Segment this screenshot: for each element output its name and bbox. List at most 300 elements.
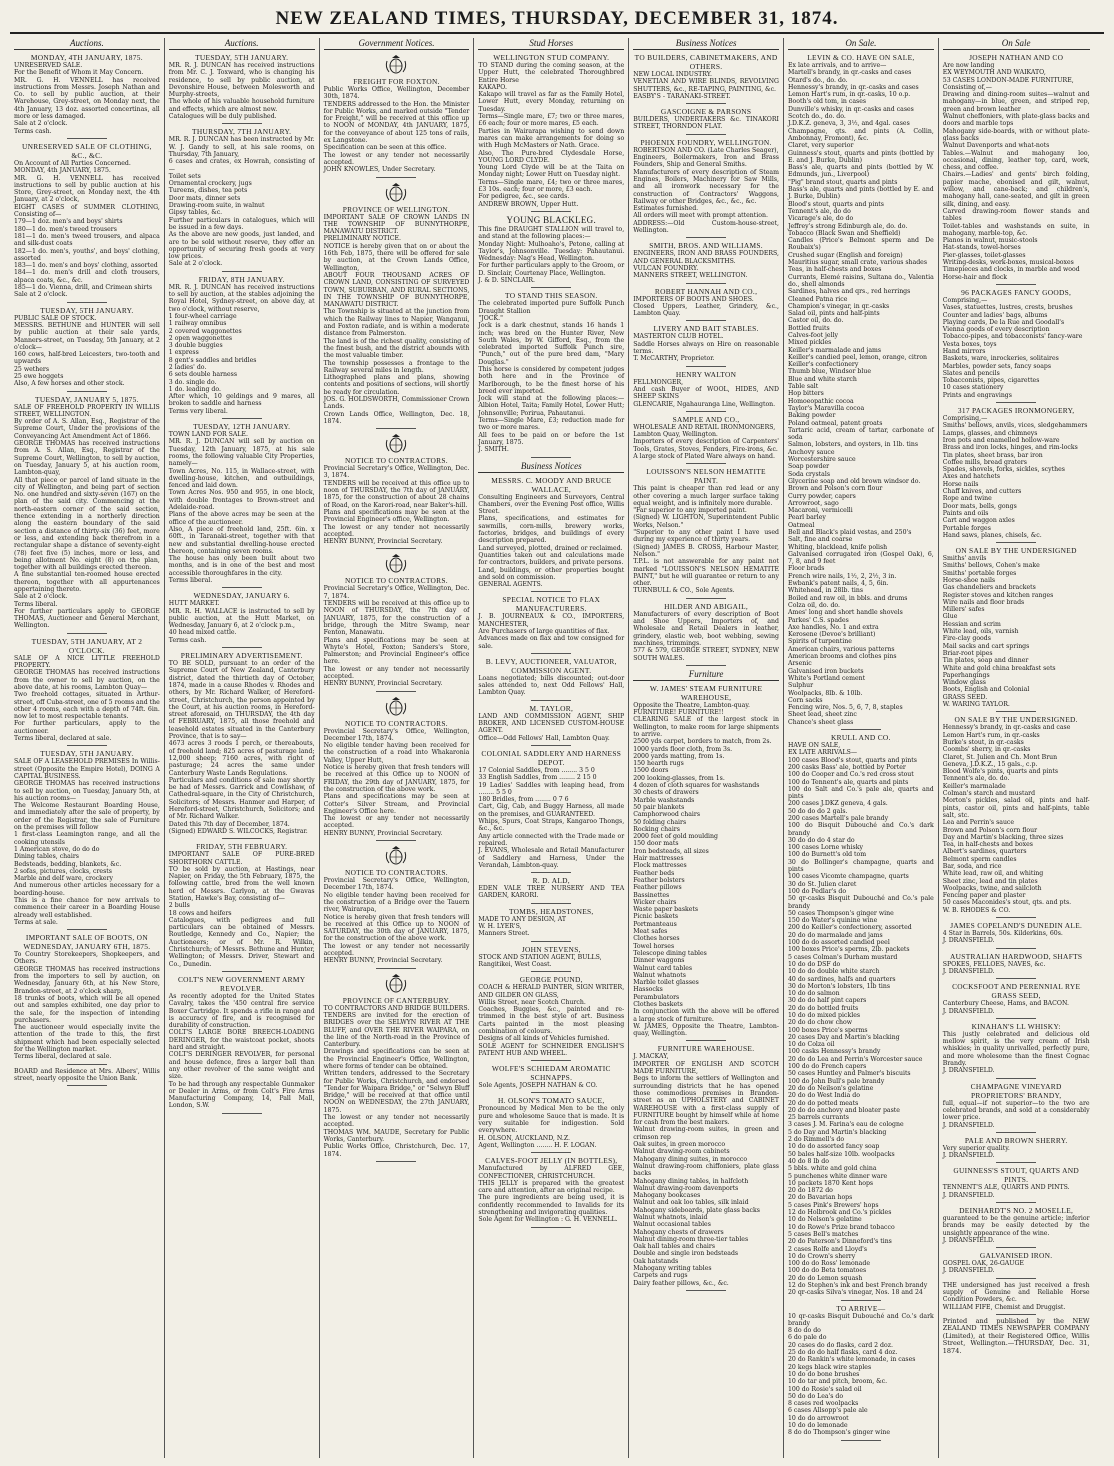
- ad-line: 20 do do Lemon squash: [787, 1274, 863, 1282]
- ad-line: Sale at 2 o'clock.: [168, 260, 223, 268]
- ad-line: Horse nails: [942, 480, 979, 488]
- ad-line: Walnut card tables: [633, 964, 693, 972]
- ad-line: Fire-clay goods: [942, 635, 991, 643]
- ad-line: ABOUT FOUR THOUSAND ACRES OF CROWN LAND, CONSISTING OF SURVEYED TOWN, SUBURBAN, AND RURAL SECTIONS, IN THE TOWNSHIP OF BUNNYTHORPE, MANAWATU DISTRICT.: [323, 271, 470, 309]
- ad-line: White lead, oils, varnish: [942, 628, 1019, 636]
- ad-line: Land, buildings, or other properties bought and sold on commission.: [478, 566, 625, 581]
- ad-line: Hennessy's brandy, in qr.-casks and case: [942, 724, 1071, 732]
- ad-line: Keiller's candied peel, lemon, orange, citron: [787, 353, 928, 361]
- ad-line: Blue and white starch: [787, 375, 857, 383]
- ad-line: Briar-root pipes: [942, 649, 993, 657]
- ad-line: Bass's ale, quarts and pints (bottled by W. Edmunds, jun., Liverpool): [787, 164, 934, 179]
- newspaper-column: [629, 38, 784, 1458]
- ad-line: Oak suites, in green morocco: [633, 1141, 726, 1149]
- ad-line: 1000 yards floor cloth, from 3s.: [633, 745, 733, 753]
- ad-line: EX LATE ARRIVALS—: [787, 749, 858, 757]
- ad-line: The celebrated imported pure Suffolk Punch Draught Stallion: [478, 300, 625, 315]
- ad-line: 10 do Nelson's gelatine: [787, 1216, 862, 1224]
- ad-line: Pianos in walnut, music-stools: [942, 237, 1038, 245]
- ad-line: Meat safes: [633, 928, 668, 936]
- ad-line: J. DRANSFIELD.: [942, 1191, 995, 1199]
- ad-heading: TO ARRIVE—: [836, 1303, 886, 1313]
- ad-line: Iron bedsteads, all sizes: [633, 847, 709, 855]
- advertisement: [169, 53, 315, 124]
- ad-line: Claret, very superior: [787, 142, 854, 150]
- ad-line: MR. R. J. DUNCAN will sell by auction on Tuesday, 12th January, 1875, at his sale rooms, the following valuable City Properties, namely—: [168, 438, 315, 468]
- ad-line: 8 gent's saddles and bridles: [168, 356, 257, 364]
- ad-line: 100 cases Vicomte champagne, quarts: [787, 873, 909, 881]
- ad-line: 1 express: [168, 349, 199, 357]
- ad-line: Carved drawing-room flower stands and tables: [942, 207, 1090, 223]
- ad-line: 200 do Keiller's confectionery, assorted: [787, 924, 912, 932]
- ad-heading: LOUISSON'S NELSON HEMATITE PAINT.: [646, 467, 766, 486]
- ad-line: Paints and oils: [942, 509, 989, 517]
- ad-line: No eligible tender having been received for the construction of a Bridge over the Tauern river, Wairarapa,: [323, 891, 470, 914]
- ad-line: Calves-foot jelly: [787, 331, 839, 339]
- ad-line: Boots, English and Colonial: [942, 686, 1030, 694]
- ad-line: 100 do do French capers: [787, 1063, 867, 1071]
- ad-line: 25 barrels currants: [787, 1114, 849, 1122]
- royal-crest-icon: [383, 695, 409, 717]
- ad-line: Pronounced by Medical Men to be the only pure and wholesome Sauce that is made. It is very suitable for indigestion. Sold everywhere.: [478, 1105, 625, 1135]
- advertisement: [943, 288, 1090, 403]
- ad-line: Any article connected with the Trade made or repaired.: [478, 832, 625, 847]
- ad-line: Fencing paper and plaster: [942, 892, 1026, 900]
- ad-line: Guinness's stout, quarts and pints (bottled by E. and J. Burke, Dublin): [787, 149, 934, 164]
- ad-line: 12 do Stephen's ink and best French brandy: [787, 1281, 928, 1289]
- ad-heading: FREIGHT FOR FOXTON.: [353, 77, 440, 86]
- ad-line: J. DRANSFIELD.: [942, 937, 995, 945]
- ad-line: This fine DRAUGHT STALLION will travel to, and stand at the following places:—: [478, 225, 625, 241]
- column-heading: Business Notices: [633, 38, 779, 50]
- ad-divider: [531, 653, 571, 654]
- ad-divider: [531, 700, 571, 701]
- ad-line: Advances made on flax and tow consigned for sale.: [478, 635, 625, 650]
- ad-line: Tennent's ale, do do: [787, 207, 851, 215]
- ad-line: Fencing wire, Nos. 5, 6, 7, 8, staples: [787, 704, 903, 712]
- ad-line: 185—1 do. Vienna, drill, and Crimean shirts: [14, 284, 152, 292]
- ad-line: Mahogany side-boards, with or without plate-glass backs: [942, 127, 1090, 142]
- ad-line: 6 do pale do: [787, 1334, 827, 1342]
- ad-line: Marble washstands: [633, 796, 695, 804]
- ad-line: J. SMITH.: [478, 446, 509, 454]
- ad-divider: [531, 971, 571, 972]
- ad-line: Manners Street.: [478, 930, 530, 938]
- advertisement: [324, 552, 470, 691]
- ad-heading: SAMPLE AND CO.,: [672, 414, 740, 424]
- ad-heading: FURNITURE WAREHOUSE.: [657, 1044, 755, 1054]
- ad-line: Coaches, Buggies, &c., painted and re-trimmed in the best style of art. Business Carts painted in the most pleasing combination of colours.: [478, 1006, 625, 1035]
- ad-line: Axes and hatchets: [942, 473, 1001, 481]
- ad-heading: TUESDAY, 5TH JANUARY.: [195, 53, 289, 62]
- advertisement: [478, 1096, 624, 1153]
- advertisement: [324, 972, 470, 1162]
- ad-line: TO CONTRACTORS AND BRIDGE BUILDERS.: [323, 1004, 470, 1012]
- ad-line: 1 railway omnibus: [168, 320, 227, 328]
- ad-heading: ON SALE BY THE UNDERSIGNED: [955, 546, 1077, 556]
- ad-line: Dining tables, chairs: [14, 853, 79, 861]
- ad-line: 4 Star in Barrels, 50s. Kilderkins, 60s.: [942, 930, 1063, 938]
- ad-line: Mahogany bookcases: [633, 1192, 701, 1200]
- advertisement: [324, 53, 470, 178]
- ad-line: VULCAN FOUNDRY.: [633, 264, 699, 272]
- ad-line: Walnut whatnots, inlaid: [633, 1214, 708, 1221]
- ad-line: As the above are new goods, just landed, and are to be sold without reserve, they offer an opportunity of securing fresh goods at very low prices.: [168, 231, 315, 261]
- ad-line: A large stock of Plated Ware always on hand.: [633, 452, 775, 460]
- ad-line: Tin plates, sheet brass, bar iron: [942, 451, 1043, 459]
- ad-line: LAND AND COMMISSION AGENT, SHIP BROKER, AND LICENSED CUSTOM-HOUSE AGENT.: [478, 712, 625, 735]
- ad-line: Terms cash.: [168, 636, 207, 644]
- ad-line: TO be sold by auction, at Hastings, near Napier, on Friday, the 5th February, 1875, the following cattle, bred from the well known herd of Messrs. Carlyon, at the Gwavas Station, Hawke's Bay, consisting of—: [168, 865, 315, 902]
- ad-line: Plans and specifications may be seen at Cotter's Silver Stream, and Provincial Engineer's Office here.: [323, 793, 470, 815]
- ad-line: Walnut drawing-room davenports: [633, 1184, 739, 1192]
- ad-line: 100 do do Beta tomatoes: [787, 1267, 867, 1275]
- advertisement: [633, 241, 779, 283]
- ad-line: 25 wethers: [14, 365, 50, 373]
- ad-line: "Far superior to any imported paint.: [633, 507, 747, 515]
- ad-line: J. DRANSFIELD.: [942, 1152, 995, 1160]
- ad-line: Cart and waggon axles: [942, 517, 1015, 525]
- ad-divider: [222, 838, 262, 839]
- ad-line: Terms cash.: [14, 127, 52, 135]
- ad-line: Chance's sheet glass: [787, 718, 854, 726]
- ad-line: Horse-hair and flock: [942, 273, 1008, 281]
- ad-line: Smiths' anvils: [942, 555, 987, 563]
- ad-line: KAKAPO.: [478, 83, 507, 91]
- ad-divider: [67, 302, 107, 303]
- ad-heading: YOUNG BLACKLEG.: [506, 214, 597, 225]
- ad-line: Lemon Hart's rum, in qr.-casks: [942, 731, 1040, 739]
- ad-heading: LEVIN & CO. HAVE ON SALE,: [807, 53, 915, 62]
- ad-line: Flock mattresses: [633, 862, 687, 870]
- ad-line: 179—1 doz. men's and boys' shirts: [14, 218, 123, 226]
- ad-divider: [531, 1227, 571, 1228]
- ad-line: 5 cases Colman's Durham mustard: [787, 953, 898, 961]
- ad-line: HENRY BUNNY, Provincial Secretary.: [323, 829, 443, 837]
- ad-line: Tin plates, soap and dinner: [942, 657, 1029, 665]
- ad-line: Corn sacks: [787, 696, 823, 704]
- ad-divider: [996, 1078, 1036, 1079]
- ad-line: 150 hearth rugs: [633, 760, 684, 768]
- ad-line: Baskets, ware, inrockeries, solitaires: [942, 355, 1059, 363]
- ad-divider: [67, 391, 107, 392]
- ad-line: J. DRANSFIELD.: [942, 1236, 995, 1244]
- ad-line: The lowest or any tender not necessarily accepted.: [323, 815, 470, 830]
- advertisement: [788, 1304, 934, 1441]
- ad-line: Sale at 2 o'clock.: [14, 593, 68, 601]
- ad-line: Boiled and raw oil, in bbls. and drums: [787, 594, 908, 602]
- ad-heading: R. D. ALD,: [532, 876, 570, 886]
- advertisement: [169, 591, 315, 648]
- ad-line: (Signed) W. LIGHTON, Superintendent Public Works, Nelson.": [633, 514, 779, 529]
- ad-line: Day and Martin's blacking, three sizes: [942, 833, 1064, 841]
- ad-line: Window glass: [942, 679, 986, 687]
- ad-line: 30 do Bollinger's champagne, quarts and pints: [787, 858, 934, 874]
- ad-line: Claret, St. Julien and Ch. Mont Brun: [942, 753, 1058, 761]
- ad-heading: M. TAYLOR,: [529, 703, 574, 713]
- ad-line: HENRY BUNNY, Provincial Secretary.: [323, 680, 443, 688]
- ad-line: T.P.L. is not answerable for any paint not marked "LOUISSON'S NELSON HEMATITE PAINT," but he will guarantee or return to any other.: [633, 558, 779, 588]
- ad-line: Also, A piece of freehold land, 25ft. 6in. x 60ft., in Taranaki-street, together with that new and substantial dwelling-house erected thereon, containing seven rooms.: [168, 525, 315, 555]
- ad-line: Terms—Single mare, £4; two or three mares, £3 10s. each; four or more, £3 each.: [478, 178, 625, 194]
- ad-line: Hand saws, planes, chisels, &c.: [942, 531, 1042, 539]
- ad-line: 1 four-wheel carriage: [168, 312, 237, 320]
- ad-line: 182—1 do. men's, youths', and boys' clothing, assorted: [14, 247, 160, 262]
- ad-line: Town Acres Nos. 950 and 955, in one block, with double frontages to Brown-street and Adelaide-road.: [168, 489, 315, 512]
- ad-line: BUILDERS, UNDERTAKERS &c. TINAKORI STREET, THORNDON FLAT.: [633, 116, 779, 131]
- ad-line: BOARD and Residence at Mrs. Albers', Willis street, nearly opposite the Union Bank.: [14, 1067, 160, 1082]
- ad-line: 10 do do double white starch: [787, 968, 880, 976]
- ad-line: 50 cases Huntley and Palmer's biscuits: [787, 1070, 911, 1078]
- ad-line: 10 do tar and pitch, broom, &c.: [787, 1378, 888, 1386]
- ad-line: Smiths' bellows, Cohen's make: [942, 562, 1040, 570]
- advertisement: [478, 1064, 624, 1093]
- ad-heading: 96 PACKAGES FANCY GOODS,: [961, 287, 1072, 297]
- ad-line: VENETIAN AND WIRE BLINDS, REVOLVING SHUTTERS, &c., RE-TAPING, PAINTING, &c.: [633, 78, 779, 93]
- ad-line: W. B. RHODES & CO.: [942, 906, 1011, 914]
- ad-line: 3 double buggies: [168, 342, 223, 350]
- ad-line: EX WEYMOUTH AND WAIKATO,: [942, 69, 1046, 77]
- ad-line: W. H. LYER'S,: [478, 923, 522, 931]
- ad-line: Catalogues, with pedigrees and full particulars can be obtained of Messrs. Routledge, Kennedy and Co., Napier; the Auctioneers; or of Mr. R. Wilkin, Christchurch; of Messrs. Bethune and Hunter, Wellington; of Messrs. Driver, Stewart and Co., Dunedin.: [168, 916, 315, 968]
- ad-line: Vicarage's ale, do do: [787, 215, 854, 223]
- ad-line: Hennessy's brandy, in qr.-casks and cases: [787, 83, 919, 91]
- ad-line: Walnut drawing-room chiffoniers, plate glass backs: [633, 1162, 779, 1178]
- ad-line: 17 Colonial Saddles, from ........ 3 5 0: [478, 766, 595, 774]
- ad-line: THE undersigned has just received a fresh supply of Genuine and Reliable Horse Condition Powders, &c.: [942, 1281, 1090, 1304]
- ad-line: 4673 acres 3 roods 1 perch, or thereabouts, of freehold land; 825 acres of pasturage land; 12,000 sheep; 7160 acres, with right of pasturage; 24 acres the same under Canterbury Waste Lands Regulations.: [168, 740, 315, 777]
- ad-line: Brass and iron locks, hinges, and rim-locks: [942, 444, 1078, 452]
- ad-heading: NOTICE TO CONTRACTORS.: [345, 718, 448, 728]
- ad-line: Hat-stands, towel-horses: [942, 244, 1021, 252]
- ad-line: Lambton Quay, Wellington.: [633, 431, 718, 439]
- ad-line: Axe handles, No. 1 and extra: [787, 623, 879, 631]
- ad-line: Whiting, blacklead, knife polish: [787, 543, 888, 551]
- ad-line: Salmon, lobsters, and oysters, in 1lb. tins: [787, 441, 919, 449]
- ad-line: Tobacco (Black Swan and Sheffield): [787, 229, 901, 237]
- ad-line: Tennent's ale, do. do.: [942, 775, 1010, 783]
- ad-line: Hair mattresses: [633, 855, 684, 863]
- ad-line: 1 first-class Leamington range, and all the cooking utensils: [14, 831, 160, 846]
- advertisement: [633, 684, 779, 1042]
- ad-divider: [531, 1152, 571, 1153]
- ad-line: 5 bbls. white and gold china: [787, 1165, 877, 1173]
- ad-line: Catalogues will be duly published.: [168, 113, 277, 121]
- ad-divider: [531, 591, 571, 592]
- ad-divider: [376, 428, 416, 429]
- ad-line: Portmanteaus: [633, 920, 677, 928]
- ad-line: Are Purchasers of large quantities of flax.: [478, 628, 610, 635]
- ad-line: This is a fine chance for new arrivals to commence their career in a Boarding House already well established.: [14, 896, 160, 919]
- ad-line: Drawing and dining-room suites—walnut and mahogany—in blue, green, and striped rep, green and brown leather: [942, 91, 1090, 113]
- advertisement: [943, 53, 1090, 285]
- ad-line: Tables.—Walnut and mahogany loo, occasional, dining, leather top, card, work, chess, and coffee.: [942, 149, 1090, 172]
- ad-line: 100 do Cooper and Co.'s red cross stout: [787, 771, 914, 779]
- printer-imprint: Printed and published by the NEW ZEALAND TIMES NEWSPAPER COMPANY (Limited), at their Registered Office, Willis Street, Wellington.—THURSDAY, Dec. 31, 1874.: [942, 1316, 1090, 1355]
- ad-line: Soap powder: [787, 463, 830, 471]
- ad-line: 10 cases stationery: [942, 384, 1004, 392]
- ad-heading: MONDAY, 4TH JANUARY, 1875.: [30, 53, 143, 62]
- ad-line: Keiller's marmalade and jams: [787, 346, 882, 354]
- ad-heading: WELLINGTON STUD COMPANY.: [493, 53, 610, 62]
- ad-line: J. DRANSFIELD.: [942, 1007, 995, 1015]
- ad-line: Plans and specifications may be seen at Whyte's Hotel, Foxton; Sanders's Store, Palmerston; and Provincial Engineer's office here.: [323, 636, 470, 666]
- ad-divider: [686, 283, 726, 284]
- ad-divider: [67, 929, 107, 930]
- ad-line: 40 do 8 lb do: [787, 1157, 829, 1165]
- ad-line: 150 do Water's quinine wine: [787, 917, 878, 925]
- ad-line: Feather bolsters: [633, 876, 685, 884]
- ad-heading: GUINNESS'S STOUT, QUARTS AND PINTS.: [953, 1166, 1079, 1185]
- ad-divider: [996, 917, 1036, 918]
- ad-line: Mahogany sideboards, plate glass backs: [633, 1206, 760, 1214]
- ad-line: 100 do Rosie's salad oil: [787, 1385, 862, 1393]
- ad-line: Rocking chairs: [633, 825, 680, 833]
- ad-heading: IMPORTANT SALE OF BOOTS, ON WEDNESDAY, JANUARY 6TH, 1875.: [23, 933, 151, 952]
- ad-line: EDEN VALE TREE NURSERY AND TEA GARDEN, KARORI.: [478, 885, 625, 900]
- ad-line: Anchovy sauce: [787, 448, 835, 456]
- ad-line: 20 do do chow chow: [787, 1019, 853, 1027]
- ad-line: GENERAL AGENTS.: [478, 581, 543, 589]
- ad-line: Towel horses: [633, 942, 675, 950]
- ad-line: Monday Night: Mulhoaho's, Petone, calling at Taylor's, Johnsonville. Tuesday: Pahautanui. Wednesday: Nag's Head, Wellington.: [478, 240, 625, 263]
- ad-line: Sheet lead, sheet zinc: [787, 711, 857, 719]
- ad-heading: NOTICE TO CONTRACTORS.: [345, 456, 448, 466]
- ad-line: 2 cases Rolfe and Lloyd's: [787, 1245, 868, 1253]
- ad-line: Glycerine soap and old brown windsor do.: [787, 477, 921, 485]
- ad-line: Gas chandeliers and brackets: [942, 584, 1036, 592]
- ad-line: 10 do do bone brushes: [787, 1370, 860, 1378]
- ad-line: For further particulars, apply to the auctioneer.: [14, 720, 160, 735]
- ad-line: Hop bitters: [787, 390, 824, 398]
- ad-heading: AUSTRALIAN HARDWOOD, SHAFTS: [950, 951, 1083, 961]
- ad-line: SALE OF FREEHOLD PROPERTY IN WILLIS STREET, WELLINGTON.: [14, 403, 160, 418]
- ad-line: Walnut drawing-room cabinets: [633, 1148, 730, 1156]
- ad-divider: [376, 548, 416, 549]
- ad-line: Public Works Office, Wellington, December 30th, 1874.: [323, 86, 470, 101]
- ad-line: Morton's pickles, salad oil, pints and half-pints, castor oil, pints and half-pints, table salt, stc.: [942, 797, 1090, 819]
- columns: [10, 38, 1104, 1458]
- ad-line: Toilet sets: [168, 172, 201, 180]
- ad-line: Also, The Pure-bred Clydesdale Horse, YOUNG LORD CLYDE.: [478, 149, 625, 164]
- advertisement: [943, 1022, 1090, 1079]
- ad-line: HAVE ON SALE,: [787, 742, 841, 750]
- ad-line: Tobacconists, pipes, cigarettes: [942, 377, 1040, 385]
- column-heading: Government Notices.: [324, 38, 470, 50]
- ad-line: The pure ingredients are being used, it is confidently recommended to Invalids for its strengthening and invigorating qualities.: [478, 1194, 625, 1217]
- ad-line: The auctioneer would especially invite the attention of the trade to this, the first shipment which had been especially selected for the Wellington market.: [14, 1024, 160, 1054]
- advertisement: [169, 422, 315, 588]
- ad-line: Door mats, dinner sets: [168, 194, 241, 202]
- ad-line: Wire nails and floor brads: [942, 598, 1025, 606]
- ad-line: Scotch do., do. do.: [787, 113, 846, 121]
- ad-line: 10 do do DSF do: [787, 960, 841, 968]
- ad-line: 20 do Rankin's white lemonade, in cases: [787, 1356, 916, 1364]
- ad-line: Baking powder: [787, 412, 836, 420]
- newspaper-column: [320, 38, 475, 1458]
- ad-line: Importers of every description of Carpenters' Tools, Grates, Stoves, Fenders, Fire-irons, &c.: [633, 438, 779, 453]
- ad-line: Curry powder, capers: [787, 492, 856, 500]
- ad-line: White lead, raw oil, and whiting: [942, 870, 1044, 878]
- newspaper-column: [474, 38, 629, 1458]
- ad-line: IMPORTERS OF BOOTS AND SHOES.: [633, 295, 754, 303]
- ad-heading: HILDER AND ABIGAIL,: [664, 601, 749, 611]
- ad-divider: [531, 1060, 571, 1061]
- ad-divider: [222, 123, 262, 124]
- advertisement: [633, 370, 779, 412]
- ad-divider: [996, 1247, 1036, 1248]
- ad-line: Are now landing: [942, 62, 995, 69]
- ad-line: Oak hatstands: [633, 1257, 679, 1265]
- ad-heading: HENRY WALTON: [675, 369, 737, 379]
- ad-line: 2 bulls: [168, 902, 190, 910]
- advertisement: [169, 975, 315, 1114]
- ad-line: Sheet zinc, lead and tin plates: [942, 877, 1038, 885]
- ad-divider: [996, 948, 1036, 949]
- ad-line: For further particulars apply to GEORGE THOMAS, Auctioneer and General Merchant, Wellington.: [14, 607, 160, 630]
- ad-line: Public Works Office, Christchurch, Dec. 17, 1874.: [323, 1143, 470, 1158]
- ad-line: 50 do do do 2 gals.: [787, 807, 848, 815]
- ad-line: COLT'S LARGE BORE BREECH-LOADING DERINGER, for the waistcoat pocket, shoots hard and straight.: [168, 1029, 315, 1052]
- ad-line: Plans of the above acres may be seen at the office of the auctioneer.: [168, 511, 315, 526]
- ad-divider: [222, 587, 262, 588]
- royal-crest-icon: [383, 432, 409, 454]
- advertisement: [324, 844, 470, 969]
- ad-line: Walnut dining-room three-tier tables: [633, 1235, 749, 1243]
- advertisement: [943, 1282, 1090, 1315]
- advertisement: [478, 657, 624, 701]
- ad-line: Whitehead, in 28lb. tins: [787, 587, 863, 595]
- advertisement: [943, 1136, 1090, 1164]
- ad-divider: [531, 1092, 571, 1093]
- ad-line: PRELIMINARY NOTICE.: [323, 235, 401, 243]
- ad-line: 1 do. leading do.: [168, 385, 221, 393]
- ad-line: 10 do do mixed pickles: [787, 1012, 861, 1019]
- ad-line: Taylor's Maravilla cocoa: [787, 404, 865, 412]
- advertisement: [14, 395, 160, 634]
- ad-divider: [222, 271, 262, 272]
- ad-line: Consisting of,—: [942, 83, 992, 91]
- ad-line: Opposite the Theatre, Lambton-quay.: [633, 701, 750, 709]
- ad-divider: [531, 287, 571, 288]
- advertisement: [943, 1082, 1090, 1133]
- ad-line: COACH & HERALD PAINTER, SIGN WRITER, AND GILDER ON GLASS,: [478, 984, 625, 999]
- ad-divider: [996, 1314, 1036, 1315]
- advertisement: [478, 1156, 624, 1227]
- ad-line: Crown Lands Office, Wellington, Dec. 18, 1874.: [323, 410, 470, 425]
- ad-line: The lowest or any tender not necessarily accepted.: [323, 942, 470, 958]
- ad-line: ROBERTSON AND CO. (Late Charles Seager),: [633, 146, 779, 154]
- ad-line: HENRY BUNNY, Provincial Secretary.: [323, 957, 443, 965]
- ad-line: SALE OF A NICE LITTLE FREEHOLD PROPERTY.: [14, 654, 160, 670]
- ad-heading: THURSDAY, 7TH JANUARY.: [192, 127, 292, 137]
- ad-line: 100 do do Ross' lemonade: [787, 1260, 870, 1268]
- ad-line: PUBLIC SALE OF STOCK.: [14, 314, 97, 322]
- ad-line: Woolpacks, twine, and sailcloth: [942, 884, 1042, 892]
- ad-line: Comprising,—: [942, 296, 988, 304]
- ad-line: 53 CASES LONDON-MADE FURNITURE,: [942, 76, 1074, 84]
- ad-line: Mauritius sugar, small crate, various shades: [787, 259, 928, 267]
- ad-divider: [996, 1202, 1036, 1203]
- ad-line: And numerous other articles necessary for a boarding-house.: [14, 882, 160, 897]
- ad-line: Ewbank's patent nails, 4, 5, 6in.: [787, 580, 889, 588]
- ad-line: Booth's old tom, in cases: [787, 98, 867, 106]
- ad-line: MR. G. H. VENNELL has received instructions from Messrs. Joseph Nathan and Co. to sell by public auction, at their Warehouse, Grey-street, on Monday next, the 4th January, 13 doz. assorted concertinas, all more or less damaged.: [14, 76, 160, 121]
- ad-line: 20 do do bottled fruits: [787, 1004, 859, 1012]
- ad-line: Walnut occasional tables: [633, 1221, 711, 1229]
- ad-line: SPOKES, FELLOES, NAVES, &c.: [942, 960, 1046, 968]
- ad-line: Timepieces and clocks, in marble and wood: [942, 266, 1080, 274]
